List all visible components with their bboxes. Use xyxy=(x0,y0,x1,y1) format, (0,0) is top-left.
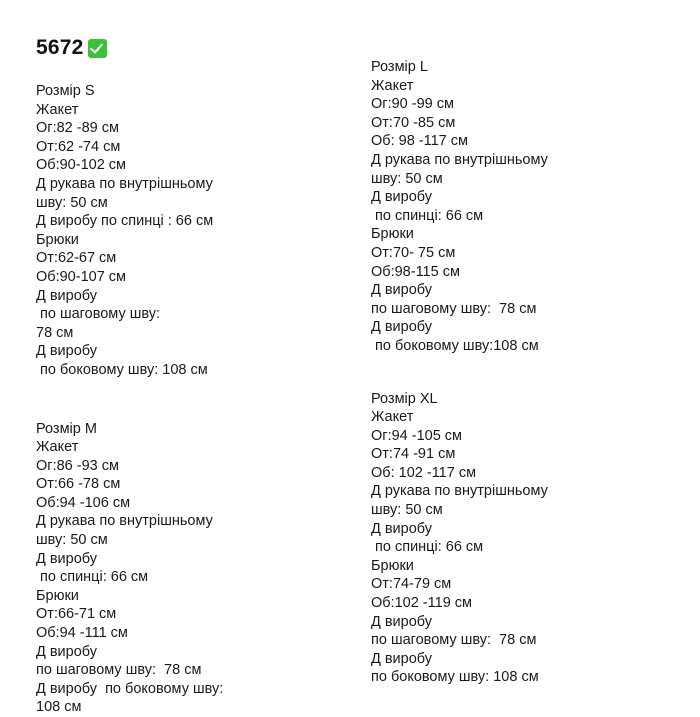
spec-line: Брюки xyxy=(371,557,681,576)
spec-line: по шаговому шву: 78 см xyxy=(36,661,346,680)
spec-line: по боковому шву: 108 см xyxy=(371,668,681,687)
spec-line: по боковому шву: 108 см xyxy=(36,361,346,380)
spec-line: Об:94 -106 см xyxy=(36,494,346,513)
spec-line: по спинці: 66 см xyxy=(36,568,346,587)
spec-line: по шаговому шву: 78 см xyxy=(371,631,681,650)
spec-line: От:66-71 см xyxy=(36,605,346,624)
spec-line: Об: 98 -117 см xyxy=(371,132,681,151)
spec-line: От:62 -74 см xyxy=(36,138,346,157)
spec-line: Д виробу xyxy=(36,342,346,361)
size-heading-l: Розмір L xyxy=(371,58,681,77)
size-block-xl xyxy=(371,390,681,688)
left-column xyxy=(36,0,346,717)
spec-line: От:74-79 см xyxy=(371,575,681,594)
spec-line: Жакет xyxy=(36,101,346,120)
spec-line: Д виробу по боковому шву: xyxy=(36,680,346,699)
size-block-s xyxy=(36,82,346,380)
spec-line: 108 см xyxy=(36,698,346,717)
size-block-m xyxy=(36,420,346,717)
spec-line: Жакет xyxy=(371,77,681,96)
spec-line: Об:90-107 см xyxy=(36,268,346,287)
spec-line: От:70 -85 см xyxy=(371,114,681,133)
green-check-icon xyxy=(88,39,107,58)
right-column xyxy=(371,0,681,687)
spec-line: Жакет xyxy=(371,408,681,427)
spec-line: шву: 50 см xyxy=(371,170,681,189)
spec-line: по боковому шву:108 см xyxy=(371,337,681,356)
spec-line: Д виробу xyxy=(371,318,681,337)
spec-line: Д виробу xyxy=(371,613,681,632)
page-title: 5672 xyxy=(36,36,84,60)
spec-line: Д виробу xyxy=(371,650,681,669)
spec-line: Ог:90 -99 см xyxy=(371,95,681,114)
spec-line: От:70- 75 см xyxy=(371,244,681,263)
spec-line: От:74 -91 см xyxy=(371,445,681,464)
spec-line: Об:90-102 см xyxy=(36,156,346,175)
size-heading-m: Розмір M xyxy=(36,420,346,439)
spec-line: Д виробу xyxy=(371,520,681,539)
spec-line: по шаговому шву: 78 см xyxy=(371,300,681,319)
spec-line: шву: 50 см xyxy=(371,501,681,520)
spec-line: Ог:82 -89 см xyxy=(36,119,346,138)
spec-line: От:62-67 см xyxy=(36,249,346,268)
spec-line: 78 см xyxy=(36,324,346,343)
spec-line: От:66 -78 см xyxy=(36,475,346,494)
spec-line: по шаговому шву: xyxy=(36,305,346,324)
spec-line: Д виробу xyxy=(36,287,346,306)
spec-line: Об:98-115 см xyxy=(371,263,681,282)
spec-line: Д виробу по спинці : 66 см xyxy=(36,212,346,231)
spec-line: по спинці: 66 см xyxy=(371,538,681,557)
spec-line: Ог:94 -105 см xyxy=(371,427,681,446)
spec-line: Д рукава по внутрішньому xyxy=(36,175,346,194)
spec-line: Д рукава по внутрішньому xyxy=(36,512,346,531)
spec-line: Д рукава по внутрішньому xyxy=(371,151,681,170)
spec-line: Д виробу xyxy=(371,281,681,300)
spec-line: Об: 102 -117 см xyxy=(371,464,681,483)
spec-line: шву: 50 см xyxy=(36,531,346,550)
size-heading-xl: Розмір XL xyxy=(371,390,681,409)
spec-line: Брюки xyxy=(36,231,346,250)
spec-line: Брюки xyxy=(36,587,346,606)
spec-line: Д виробу xyxy=(36,550,346,569)
size-heading-s: Розмір S xyxy=(36,82,346,101)
spec-line: Об:102 -119 см xyxy=(371,594,681,613)
spec-line: Ог:86 -93 см xyxy=(36,457,346,476)
product-code-row xyxy=(36,0,346,60)
spec-line: Д виробу xyxy=(36,643,346,662)
spec-line: Д рукава по внутрішньому xyxy=(371,482,681,501)
spec-line: Жакет xyxy=(36,438,346,457)
spec-line: по спинці: 66 см xyxy=(371,207,681,226)
spec-line: Д виробу xyxy=(371,188,681,207)
spec-line: шву: 50 см xyxy=(36,194,346,213)
size-block-l xyxy=(371,58,681,356)
spec-line: Об:94 -111 см xyxy=(36,624,346,643)
spec-line: Брюки xyxy=(371,225,681,244)
